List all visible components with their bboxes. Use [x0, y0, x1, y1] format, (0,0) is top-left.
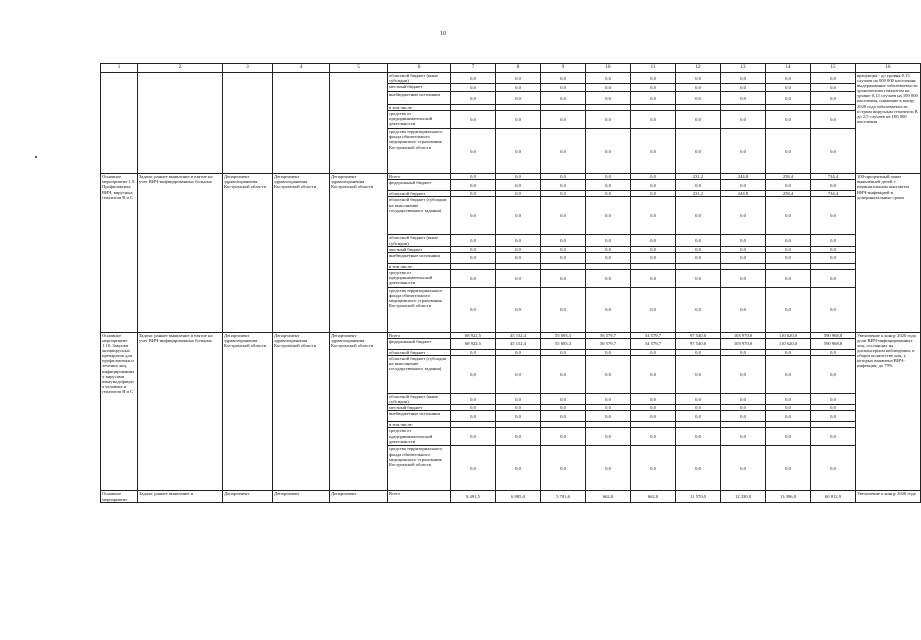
funding-source: областной бюджет: [388, 191, 451, 197]
value-cell: 0,0: [676, 405, 721, 411]
value-cell: 0,0: [676, 84, 721, 92]
value-cell: 0,0: [811, 356, 856, 394]
value-cell: 0,0: [496, 428, 541, 446]
value-cell: 0,0: [631, 111, 676, 129]
value-cell: 0,0: [586, 191, 631, 197]
table-row: [101, 491, 921, 502]
value-cell: 0,0: [541, 111, 586, 129]
value-cell: 0,0: [766, 73, 811, 84]
value-cell: 0,0: [541, 197, 586, 235]
value-cell: 0,0: [541, 446, 586, 491]
value-cell: 0,0: [811, 84, 856, 92]
value-cell: 0,0: [721, 235, 766, 246]
value-cell: 0,0: [811, 428, 856, 446]
value-cell: 0,0: [721, 446, 766, 491]
value-cell: 0,0: [721, 84, 766, 92]
column-number: 3: [223, 64, 273, 73]
empty-cell: [223, 73, 273, 174]
value-cell: 231,2: [676, 174, 721, 180]
column-number: 12: [676, 64, 721, 73]
empty-cell: [101, 73, 138, 174]
value-cell: 0,0: [766, 84, 811, 92]
value-cell: 0,0: [541, 174, 586, 180]
column-number: 15: [811, 64, 856, 73]
page-number: 10: [440, 31, 446, 37]
value-cell: 0,0: [496, 92, 541, 105]
value-cell: 12 330,0: [721, 491, 766, 502]
value-cell: 0,0: [451, 197, 496, 235]
funding-source: средства от предпринимательской деятельности: [388, 269, 451, 287]
value-cell: 0,0: [586, 92, 631, 105]
funding-source: федеральный бюджет: [388, 180, 451, 191]
value-cell: 0,0: [676, 269, 721, 287]
value-cell: 68 922,5: [451, 338, 496, 349]
margin-dot: [35, 156, 37, 158]
value-cell: 110 620,0: [766, 338, 811, 349]
coexecutor: Департамент здравоохранения Костромской области: [273, 174, 330, 333]
column-number: 2: [138, 64, 223, 73]
value-cell: 56 579,7: [586, 332, 631, 338]
value-cell: 244,8: [721, 174, 766, 180]
task-text: Задача: раннее выявление и взятие на учет ВИЧ-инфицированных больных: [138, 332, 223, 491]
value-cell: 0,0: [496, 191, 541, 197]
column-number: 1: [101, 64, 138, 73]
value-cell: 0,0: [541, 405, 586, 411]
value-cell: 0,0: [496, 129, 541, 174]
value-cell: 0,0: [631, 180, 676, 191]
value-cell: 0,0: [541, 349, 586, 355]
value-cell: 0,0: [631, 197, 676, 235]
value-cell: 0,0: [721, 252, 766, 263]
funding-source: местный бюджет: [388, 84, 451, 92]
value-cell: 0,0: [451, 235, 496, 246]
value-cell: 0,0: [766, 235, 811, 246]
value-cell: 0,0: [496, 446, 541, 491]
value-cell: 0,0: [586, 73, 631, 84]
value-cell: 0,0: [811, 92, 856, 105]
value-cell: 0,0: [496, 197, 541, 235]
value-cell: 590 968,8: [811, 332, 856, 338]
value-cell: 0,0: [451, 405, 496, 411]
value-cell: 0,0: [811, 235, 856, 246]
value-cell: 0,0: [496, 73, 541, 84]
value-cell: 0,0: [766, 287, 811, 332]
value-cell: 60 812,9: [811, 491, 856, 502]
funding-source: в том числе:: [388, 422, 451, 428]
funding-source: областной бюджет (субсидии на выполнение государственного задания): [388, 356, 451, 394]
column-number: 5: [330, 64, 388, 73]
value-cell: 97 540,0: [676, 332, 721, 338]
value-cell: 0,0: [631, 84, 676, 92]
value-cell: 6 985,0: [496, 491, 541, 502]
column-number: 16: [856, 64, 921, 73]
value-cell: 0,0: [496, 174, 541, 180]
value-cell: 0,0: [676, 252, 721, 263]
value-cell: 0,0: [631, 252, 676, 263]
value-cell: 0,0: [631, 246, 676, 252]
value-cell: 0,0: [496, 180, 541, 191]
value-cell: 0,0: [586, 111, 631, 129]
value-cell: 0,0: [586, 428, 631, 446]
value-cell: 0,0: [811, 111, 856, 129]
value-cell: 0,0: [811, 287, 856, 332]
value-cell: 0,0: [721, 428, 766, 446]
value-cell: 0,0: [541, 428, 586, 446]
column-number: 11: [631, 64, 676, 73]
funding-source: местный бюджет: [388, 405, 451, 411]
value-cell: 0,0: [496, 235, 541, 246]
last-row-cell: Департамент: [223, 491, 273, 502]
value-cell: 0,0: [541, 269, 586, 287]
table-row: [101, 73, 921, 84]
value-cell: 0,0: [721, 349, 766, 355]
value-cell: 0,0: [721, 411, 766, 422]
value-cell: 0,0: [496, 411, 541, 422]
executor: Департамент здравоохранения Костромской области: [223, 174, 273, 333]
value-cell: 0,0: [451, 84, 496, 92]
value-cell: 0,0: [721, 246, 766, 252]
value-cell: 0,0: [586, 411, 631, 422]
value-cell: 0,0: [721, 269, 766, 287]
program-table: [100, 63, 921, 503]
value-cell: 0,0: [631, 349, 676, 355]
column-number: 8: [496, 64, 541, 73]
value-cell: 0,0: [766, 269, 811, 287]
value-cell: 0,0: [451, 287, 496, 332]
value-cell: 0,0: [496, 349, 541, 355]
funding-source: областной бюджет (субсидии на выполнение государственного задания): [388, 197, 451, 235]
value-cell: 0,0: [496, 252, 541, 263]
value-cell: 0,0: [586, 129, 631, 174]
value-cell: 0,0: [451, 180, 496, 191]
column-number: 6: [388, 64, 451, 73]
funding-source: в том числе:: [388, 263, 451, 269]
value-cell: 0,0: [451, 269, 496, 287]
value-cell: 0,0: [541, 246, 586, 252]
funding-source: средства территориального фонда обязательного медицинского страхования Костромской области: [388, 446, 451, 491]
funding-source: Всего: [388, 174, 451, 180]
value-cell: 0,0: [721, 92, 766, 105]
value-cell: 103 970,0: [721, 332, 766, 338]
value-cell: 0,0: [496, 111, 541, 129]
value-cell: 0,0: [451, 92, 496, 105]
value-cell: 0,0: [766, 197, 811, 235]
value-cell: 54 579,7: [631, 332, 676, 338]
value-cell: 0,0: [541, 92, 586, 105]
value-cell: 0,0: [631, 129, 676, 174]
value-cell: 0,0: [586, 356, 631, 394]
value-cell: 0,0: [721, 394, 766, 405]
value-cell: 0,0: [766, 394, 811, 405]
value-cell: 0,0: [811, 73, 856, 84]
value-cell: 0,0: [586, 446, 631, 491]
value-cell: 0,0: [451, 349, 496, 355]
value-cell: 0,0: [676, 428, 721, 446]
value-cell: 0,0: [496, 394, 541, 405]
value-cell: 0,0: [676, 446, 721, 491]
value-cell: 0,0: [811, 129, 856, 174]
value-cell: 0,0: [541, 191, 586, 197]
funding-source: средства территориального фонда обязательного медицинского страхования Костромской области: [388, 287, 451, 332]
funding-source: областной бюджет: [388, 349, 451, 355]
value-cell: 0,0: [451, 428, 496, 446]
value-cell: 0,0: [721, 356, 766, 394]
value-cell: 0,0: [631, 356, 676, 394]
value-cell: 0,0: [541, 356, 586, 394]
value-cell: 0,0: [721, 111, 766, 129]
value-cell: 0,0: [541, 180, 586, 191]
value-cell: 0,0: [721, 180, 766, 191]
value-cell: 0,0: [766, 356, 811, 394]
value-cell: 0,0: [586, 287, 631, 332]
funding-source: областной бюджет (иные субсидии): [388, 73, 451, 84]
value-cell: 0,0: [541, 287, 586, 332]
value-cell: 0,0: [766, 180, 811, 191]
value-cell: 0,0: [631, 235, 676, 246]
value-cell: 0,0: [766, 349, 811, 355]
value-cell: 0,0: [451, 174, 496, 180]
value-cell: 0,0: [451, 394, 496, 405]
value-cell: 0,0: [766, 246, 811, 252]
value-cell: 0,0: [676, 92, 721, 105]
value-cell: 0,0: [496, 84, 541, 92]
event-name: Основное мероприятие 1.10. Закупки антивирусных препаратов для профилактики и лечения лиц, инфицированных вирусами иммунодефицита человека и гепатитов В и С: [101, 332, 138, 491]
value-cell: 0,0: [631, 394, 676, 405]
last-row-cell: Задача: раннее выявление и: [138, 491, 223, 502]
value-cell: 0,0: [811, 394, 856, 405]
value-cell: 0,0: [586, 252, 631, 263]
value-cell: 734,4: [811, 191, 856, 197]
participant: Департамент здравоохранения Костромской области: [330, 332, 388, 491]
funding-source: внебюджетные источники: [388, 92, 451, 105]
value-cell: 0,0: [496, 356, 541, 394]
funding-source: областной бюджет (иные субсидии): [388, 235, 451, 246]
value-cell: 0,0: [586, 174, 631, 180]
value-cell: 0,0: [496, 405, 541, 411]
value-cell: 0,0: [586, 180, 631, 191]
last-row-cell: Департамент: [330, 491, 388, 502]
value-cell: 244,8: [721, 191, 766, 197]
value-cell: 0,0: [586, 269, 631, 287]
value-cell: 0,0: [631, 428, 676, 446]
value-cell: 0,0: [496, 287, 541, 332]
last-row-cell: Всего: [388, 491, 451, 502]
value-cell: 0,0: [631, 287, 676, 332]
value-cell: 0,0: [451, 411, 496, 422]
value-cell: 0,0: [766, 428, 811, 446]
value-cell: 0,0: [721, 197, 766, 235]
value-cell: 0,0: [541, 73, 586, 84]
value-cell: 55 693,3: [541, 332, 586, 338]
value-cell: 0,0: [586, 235, 631, 246]
column-number: 13: [721, 64, 766, 73]
column-number: 14: [766, 64, 811, 73]
value-cell: 0,0: [586, 246, 631, 252]
value-cell: 0,0: [451, 356, 496, 394]
value-cell: 0,0: [631, 411, 676, 422]
expected-result: Увеличение к концу 2020 года доли ВИЧ-инфицированных лиц, состоящих на диспансерном наблюдении, в общем количестве лиц, у которых выявлена ВИЧ-инфекция, до 79%: [856, 332, 921, 491]
last-row-cell: Основное мероприятие: [101, 491, 138, 502]
funding-source: средства от предпринимательской деятельности: [388, 111, 451, 129]
value-cell: 0,0: [631, 405, 676, 411]
value-cell: 0,0: [631, 92, 676, 105]
value-cell: 0,0: [676, 349, 721, 355]
event-name: Основное мероприятие 1.9. Профилактика ВИЧ, вирусных гепатитов В и С: [101, 174, 138, 333]
value-cell: 0,0: [721, 73, 766, 84]
value-cell: 258,4: [766, 191, 811, 197]
funding-source: средства от предпринимательской деятельности: [388, 428, 451, 446]
value-cell: 0,0: [541, 129, 586, 174]
value-cell: 0,0: [451, 129, 496, 174]
column-number: 7: [451, 64, 496, 73]
column-number: 9: [541, 64, 586, 73]
value-cell: 0,0: [811, 252, 856, 263]
value-cell: 45 152,4: [496, 332, 541, 338]
task-text: Задача: раннее выявление и взятие на учет ВИЧ-инфицированных больных: [138, 174, 223, 333]
value-cell: 97 540,0: [676, 338, 721, 349]
value-cell: 0,0: [766, 92, 811, 105]
participant: Департамент здравоохранения Костромской области: [330, 174, 388, 333]
value-cell: 0,0: [811, 269, 856, 287]
value-cell: 0,0: [721, 129, 766, 174]
value-cell: 0,0: [676, 235, 721, 246]
value-cell: 0,0: [676, 394, 721, 405]
value-cell: 0,0: [766, 405, 811, 411]
value-cell: 0,0: [766, 252, 811, 263]
value-cell: 0,0: [451, 111, 496, 129]
value-cell: 0,0: [811, 197, 856, 235]
value-cell: 0,0: [586, 405, 631, 411]
value-cell: 0,0: [676, 411, 721, 422]
expected-result: врачукция - до уровня 0,15 случаев на 000 000 населения; выдерживание заболеваемости хроническим гепатитом на уровне 0,15 случаев на 100 000 населения, снижение к концу 2020 года заболеваемости острым вирусным гепатитом В до 2,5 случаев на 100 000 населения: [856, 73, 921, 174]
value-cell: 0,0: [766, 129, 811, 174]
value-cell: 662,0: [631, 491, 676, 502]
value-cell: 0,0: [541, 84, 586, 92]
value-cell: 231,2: [676, 191, 721, 197]
value-cell: 0,0: [766, 111, 811, 129]
value-cell: 0,0: [451, 252, 496, 263]
value-cell: 590 968,8: [811, 338, 856, 349]
table-body: [101, 64, 921, 503]
value-cell: 110 620,0: [766, 332, 811, 338]
value-cell: 0,0: [541, 252, 586, 263]
value-cell: 662,0: [586, 491, 631, 502]
value-cell: 0,0: [676, 73, 721, 84]
value-cell: 0,0: [451, 191, 496, 197]
last-row-cell: Департамент: [273, 491, 330, 502]
value-cell: 0,0: [811, 246, 856, 252]
executor: Департамент здравоохранения Костромской области: [223, 332, 273, 491]
value-cell: 56 579,7: [586, 338, 631, 349]
value-cell: 0,0: [721, 287, 766, 332]
value-cell: 68 922,5: [451, 332, 496, 338]
value-cell: 0,0: [451, 446, 496, 491]
funding-source: местный бюджет: [388, 246, 451, 252]
value-cell: 0,0: [676, 111, 721, 129]
value-cell: 0,0: [586, 394, 631, 405]
value-cell: 0,0: [676, 180, 721, 191]
empty-cell: [330, 73, 388, 174]
expected-result: Увеличение к концу 2020 года: [856, 491, 921, 502]
value-cell: 0,0: [676, 129, 721, 174]
value-cell: 103 970,0: [721, 338, 766, 349]
value-cell: 0,0: [811, 446, 856, 491]
empty-cell: [273, 73, 330, 174]
value-cell: 0,0: [676, 287, 721, 332]
funding-source: областной бюджет (иные субсидии): [388, 394, 451, 405]
funding-source: внебюджетные источники: [388, 252, 451, 263]
value-cell: 734,4: [811, 174, 856, 180]
funding-source: федеральный бюджет: [388, 338, 451, 349]
value-cell: 0,0: [631, 73, 676, 84]
value-cell: 0,0: [676, 246, 721, 252]
value-cell: 13 396,0: [766, 491, 811, 502]
value-cell: 0,0: [451, 246, 496, 252]
value-cell: 0,0: [766, 411, 811, 422]
value-cell: 45 152,4: [496, 338, 541, 349]
value-cell: 0,0: [496, 246, 541, 252]
value-cell: 0,0: [541, 235, 586, 246]
value-cell: 0,0: [676, 197, 721, 235]
column-number: 4: [273, 64, 330, 73]
value-cell: 0,0: [811, 349, 856, 355]
value-cell: 0,0: [586, 349, 631, 355]
value-cell: 0,0: [631, 174, 676, 180]
value-cell: 0,0: [586, 197, 631, 235]
header-row: [101, 64, 921, 73]
funding-source: внебюджетные источники: [388, 411, 451, 422]
funding-source: в том числе:: [388, 105, 451, 111]
value-cell: 0,0: [676, 356, 721, 394]
value-cell: 0,0: [721, 405, 766, 411]
value-cell: 0,0: [811, 405, 856, 411]
value-cell: 11 570,0: [676, 491, 721, 502]
funding-source: Всего: [388, 332, 451, 338]
value-cell: 0,0: [586, 84, 631, 92]
value-cell: 258,4: [766, 174, 811, 180]
coexecutor: Департамент здравоохранения Костромской области: [273, 332, 330, 491]
value-cell: 0,0: [496, 269, 541, 287]
value-cell: 0,0: [631, 269, 676, 287]
value-cell: 5 701,6: [541, 491, 586, 502]
value-cell: 0,0: [811, 180, 856, 191]
expected-result: 100-процентный охват выявленной детей с перинатальным контактом ВИЧ-инфекцией в доперинатальные сроки: [856, 174, 921, 333]
value-cell: 0,0: [631, 446, 676, 491]
value-cell: 55 693,3: [541, 338, 586, 349]
value-cell: 54 579,7: [631, 338, 676, 349]
value-cell: 0,0: [811, 411, 856, 422]
value-cell: 0,0: [631, 191, 676, 197]
value-cell: 0,0: [541, 394, 586, 405]
column-number: 10: [586, 64, 631, 73]
empty-cell: [138, 73, 223, 174]
value-cell: 8 491,5: [451, 491, 496, 502]
value-cell: 0,0: [541, 411, 586, 422]
value-cell: 0,0: [766, 446, 811, 491]
funding-source: средства территориального фонда обязательного медицинского страхования Костромской области: [388, 129, 451, 174]
value-cell: 0,0: [451, 73, 496, 84]
